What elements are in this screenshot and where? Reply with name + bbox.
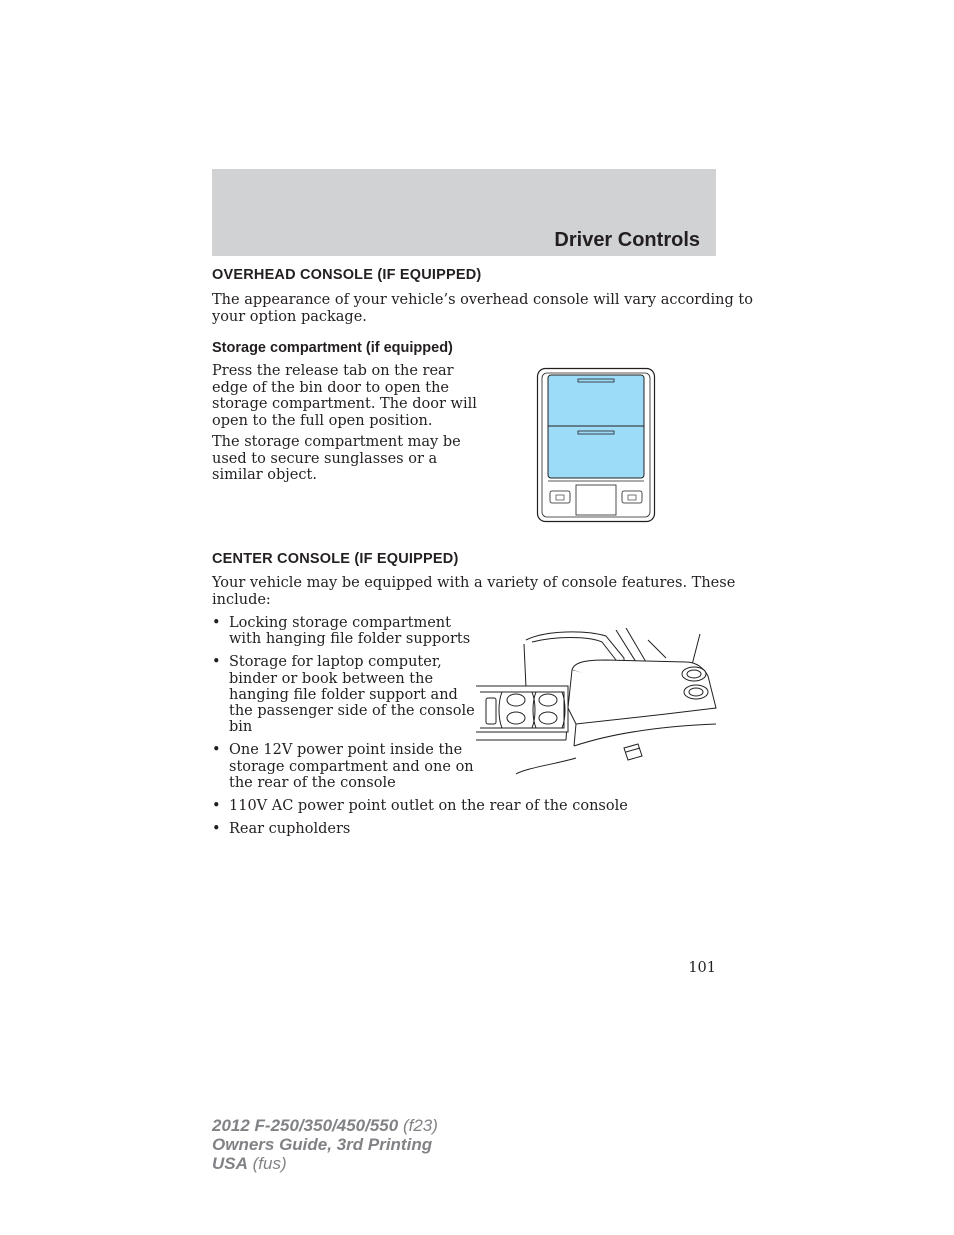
- list-item: [212, 821, 628, 837]
- text-line: the passenger side of the console: [229, 703, 475, 720]
- text-line: the rear of the console: [229, 774, 396, 791]
- text-line: • Locking storage compartment: [229, 615, 451, 631]
- text-line: • Storage for laptop computer,: [229, 654, 442, 671]
- text-line: • Rear cupholders: [229, 821, 351, 838]
- footer-line-2: Owners Guide, 3rd Printing: [212, 1135, 433, 1154]
- text-line: with hanging file folder supports: [229, 631, 471, 648]
- text-line: • One 12V power point inside the: [229, 742, 463, 759]
- text-line: hanging file folder support and: [229, 686, 458, 703]
- text-line: open to the full open position.: [212, 412, 433, 429]
- market: USA: [212, 1154, 248, 1173]
- text-line: The storage compartment may be: [212, 434, 461, 450]
- overhead-console-intro: [212, 292, 753, 325]
- text-line: storage compartment. The door will: [212, 396, 477, 413]
- text-line: edge of the bin door to open the: [212, 379, 449, 396]
- center-console-heading: CENTER CONSOLE (IF EQUIPPED): [212, 551, 459, 567]
- intro-line: your option package.: [212, 308, 367, 325]
- intro-line: Your vehicle may be equipped with a variety of console features. These: [212, 575, 736, 591]
- storage-paragraph-2: [212, 434, 461, 484]
- model-name: 2012 F-250/350/450/550: [212, 1116, 399, 1135]
- text-line: used to secure sunglasses or a: [212, 450, 438, 467]
- footer-line-1: [212, 1116, 438, 1135]
- section-header-band: [212, 169, 716, 256]
- overhead-console-heading: OVERHEAD CONSOLE (IF EQUIPPED): [212, 267, 482, 283]
- page-number: 101: [688, 960, 716, 976]
- text-line: binder or book between the: [229, 670, 434, 687]
- text-line: bin: [229, 719, 253, 736]
- model-code: (f23): [398, 1116, 438, 1135]
- storage-compartment-heading: Storage compartment (if equipped): [212, 340, 453, 356]
- text-line: similar object.: [212, 467, 317, 484]
- intro-line: include:: [212, 591, 271, 608]
- document-footer: [212, 1116, 438, 1173]
- text-line: storage compartment and one on: [229, 758, 474, 775]
- overhead-console-illustration: [536, 367, 656, 523]
- center-console-intro: [212, 575, 735, 608]
- text-line: • 110V AC power point outlet on the rear of the console: [229, 798, 628, 815]
- text-line: Press the release tab on the rear: [212, 363, 454, 379]
- list-item: [212, 798, 628, 814]
- footer-line-3: [212, 1154, 438, 1173]
- section-title: Driver Controls: [554, 229, 700, 251]
- center-console-illustration: [476, 628, 720, 776]
- market-code: (fus): [247, 1154, 287, 1173]
- storage-paragraph-1: [212, 363, 477, 429]
- intro-line: The appearance of your vehicle’s overhead console will vary according to: [212, 292, 753, 308]
